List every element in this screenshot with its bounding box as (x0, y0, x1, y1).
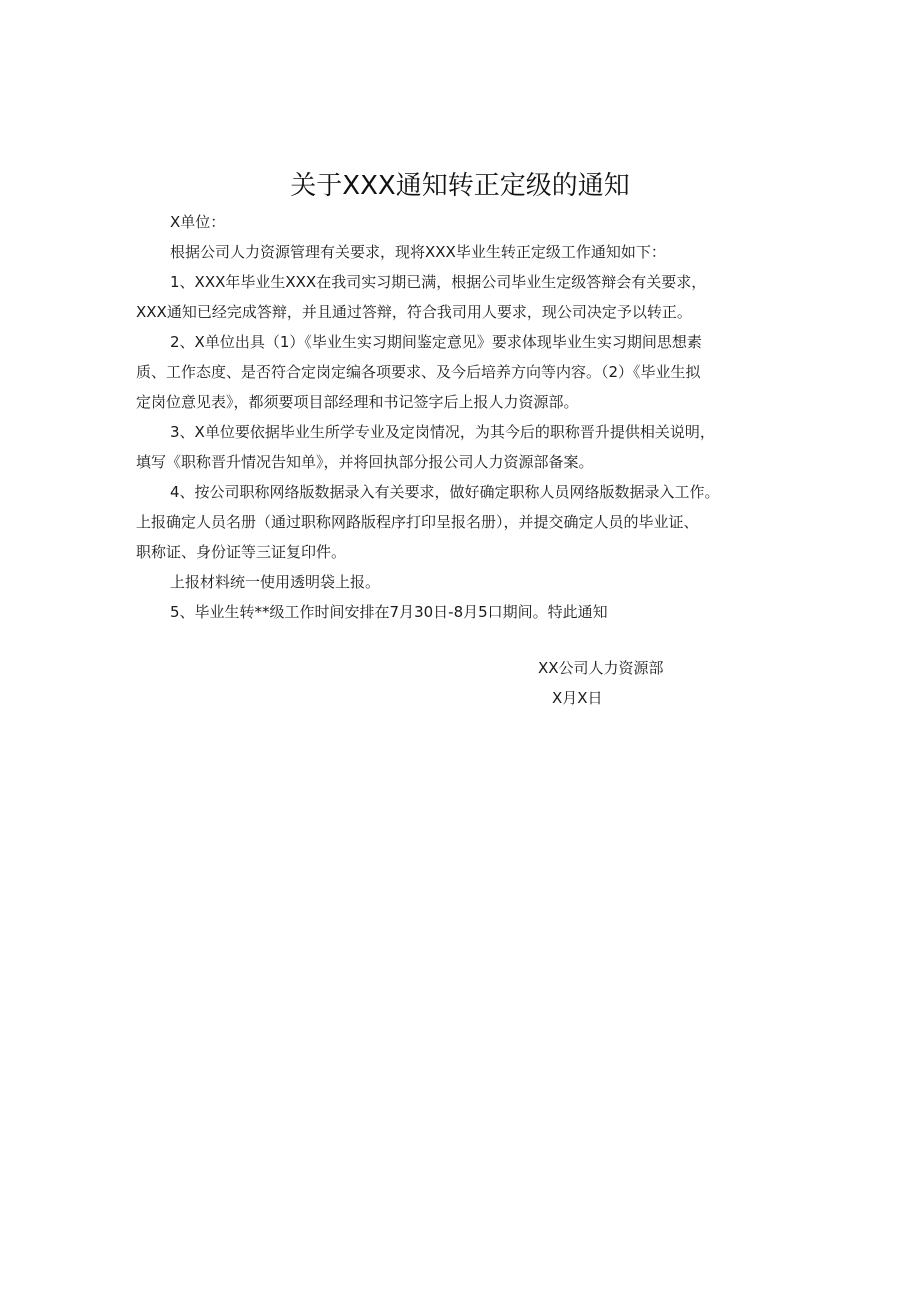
item-1-line-2: XXX通知已经完成答辩，并且通过答辩，符合我司用人要求，现公司决定予以转正。 (136, 303, 692, 321)
item-4-line-3: 职称证、身份证等三证复印件。 (136, 543, 347, 561)
salutation: X单位： (170, 213, 226, 231)
item-4-line-2: 上报确定人员名册（通过职称网路版程序打印呈报名册），并提交确定人员的毕业证、 (136, 513, 699, 531)
signature-organization: XX公司人力资源部 (538, 659, 664, 677)
intro-paragraph: 根据公司人力资源管理有关要求，现将XXX毕业生转正定级工作通知如下： (170, 243, 666, 261)
signature-date: X月X日 (552, 689, 603, 707)
item-3-line-1: 3、X单位要依据毕业生所学专业及定岗情况，为其今后的职称晋升提供相关说明， (170, 423, 715, 441)
packaging-note: 上报材料统一使用透明袋上报。 (170, 573, 381, 591)
item-2-line-3: 定岗位意见表》，都须要项目部经理和书记签字后上报人力资源部。 (136, 393, 579, 411)
item-4-line-1: 4、按公司职称网络版数据录入有关要求，做好确定职称人员网络版数据录入工作。 (170, 483, 720, 501)
document-title: 关于XXX通知转正定级的通知 (290, 171, 630, 201)
item-1-line-1: 1、XXX年毕业生XXX在我司实习期已满，根据公司毕业生定级答辩会有关要求， (170, 273, 707, 291)
signature-block (538, 653, 758, 713)
item-2-line-1: 2、X单位出具（1）《毕业生实习期间鉴定意见》要求体现毕业生实习期间思想素 (170, 333, 702, 351)
item-3-line-2: 填写《职称晋升情况告知单》，并将回执部分报公司人力资源部备案。 (136, 453, 594, 471)
item-5-line-1: 5、毕业生转**级工作时间安排在7月30日-8月5口期间。特此通知 (170, 603, 608, 621)
item-2-line-2: 质、工作态度、是否符合定岗定编各项要求、及今后培养方向等内容。（2）《毕业生拟 (136, 363, 701, 381)
document-body (136, 207, 796, 627)
